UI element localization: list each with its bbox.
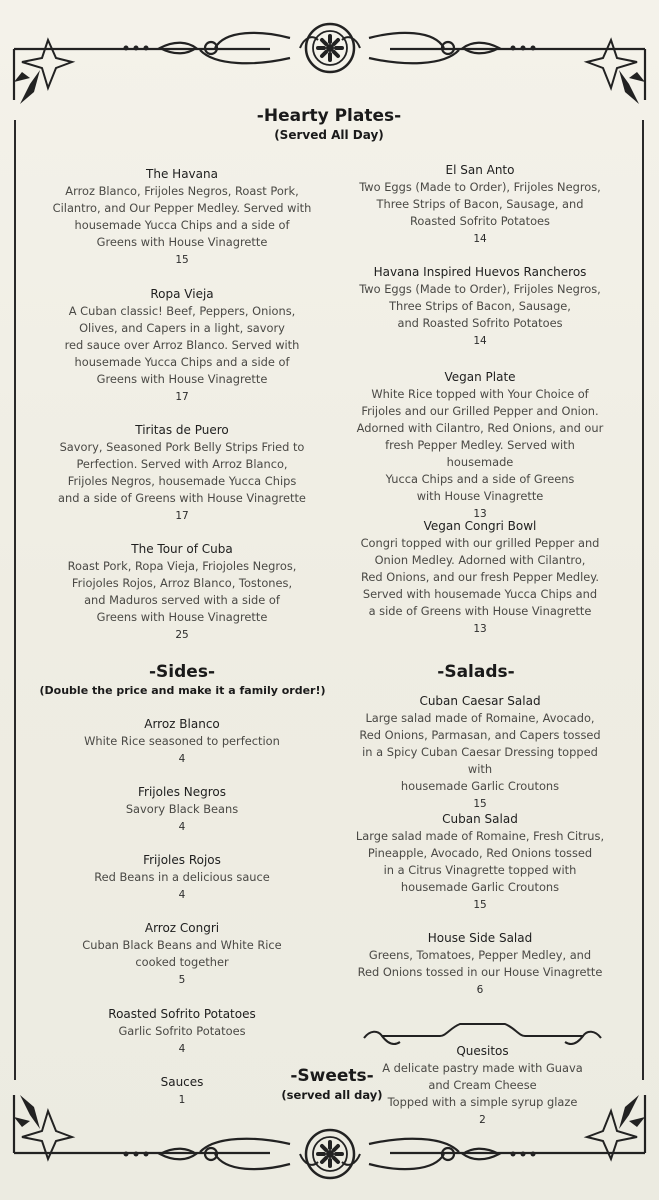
item-name: Cuban Salad bbox=[442, 812, 518, 826]
sweets-subtitle: (served all day) bbox=[281, 1088, 383, 1102]
item-name: The Tour of Cuba bbox=[131, 542, 233, 556]
item-name: Havana Inspired Huevos Rancheros bbox=[373, 265, 587, 279]
item-price: 17 bbox=[175, 510, 189, 522]
menu-item bbox=[52, 920, 312, 989]
item-description: Garlic Sofrito Potatoes bbox=[118, 1024, 246, 1038]
menu-item bbox=[350, 264, 610, 350]
item-price: 4 bbox=[178, 889, 186, 901]
corner-flourish-icon bbox=[587, 1095, 645, 1159]
item-description: Cuban Black Beans and White Rice cooked together bbox=[82, 938, 282, 969]
item-description: White Rice seasoned to perfection bbox=[84, 734, 280, 748]
sides-column bbox=[52, 716, 312, 1116]
item-description: Large salad made of Romaine, Avocado, Red Onions, Parmasan, and Capers tossed in a Spicy Cuban Caesar Dressing topped with housemade Garlic Croutons bbox=[359, 711, 601, 793]
hearty-plates-title: -Hearty Plates- bbox=[256, 106, 402, 126]
item-price: 1 bbox=[178, 1094, 186, 1106]
top-border-ornament bbox=[0, 0, 659, 120]
item-name: Frijoles Rojos bbox=[143, 853, 221, 867]
bottom-border-ornament bbox=[0, 1085, 659, 1200]
item-price: 5 bbox=[178, 974, 186, 986]
menu-item bbox=[52, 852, 312, 904]
item-description: Red Beans in a delicious sauce bbox=[94, 870, 270, 884]
item-description: Congri topped with our grilled Pepper and Onion Medley. Adorned with Cilantro, Red Onions, and our fresh Pepper Medley. Served with housemade Yucca Chips and a side of Greens with House Vinagrette bbox=[360, 536, 600, 618]
item-price: 4 bbox=[178, 753, 186, 765]
menu-item bbox=[350, 693, 610, 813]
item-description: White Rice topped with Your Choice of Frijoles and our Grilled Pepper and Onion. Adorned with Cilantro, Red Onions, and our fresh Pepper Medley. Served with housemade Yucca Chips and a side of Greens with House Vinagrette bbox=[356, 387, 604, 503]
item-price: 13 bbox=[473, 623, 487, 635]
medallion-icon bbox=[300, 1130, 360, 1178]
item-description: Arroz Blanco, Frijoles Negros, Roast Pork, Cilantro, and Our Pepper Medley. Served with housemade Yucca Chips and a side of Greens with House Vinagrette bbox=[52, 184, 312, 249]
item-name: The Havana bbox=[146, 167, 218, 181]
menu-item bbox=[350, 930, 610, 999]
item-description: Roast Pork, Ropa Vieja, Friojoles Negros, Friojoles Rojos, Arroz Blanco, Tostones, and Maduros served with a side of Greens with House Vinagrette bbox=[67, 559, 297, 624]
menu-item bbox=[52, 1006, 312, 1058]
corner-flourish-icon bbox=[14, 1095, 72, 1159]
item-name: Sauces bbox=[160, 1075, 204, 1089]
item-name: Roasted Sofrito Potatoes bbox=[108, 1007, 256, 1021]
item-name: Vegan Plate bbox=[444, 370, 516, 384]
hearty-right-column bbox=[350, 162, 610, 642]
item-name: Arroz Blanco bbox=[144, 717, 220, 731]
item-name: Arroz Congri bbox=[144, 921, 220, 935]
hearty-left-column bbox=[52, 166, 312, 646]
item-price: 14 bbox=[473, 335, 487, 347]
item-description: Greens, Tomatoes, Pepper Medley, and Red Onions tossed in our House Vinagrette bbox=[357, 948, 603, 979]
menu-item bbox=[52, 716, 312, 768]
menu-item bbox=[52, 422, 312, 525]
menu-item bbox=[350, 162, 610, 248]
menu-item bbox=[350, 369, 610, 523]
salads-column bbox=[350, 693, 610, 1013]
item-description: A delicate pastry made with Guava and Cream Cheese Topped with a simple syrup glaze bbox=[382, 1061, 583, 1109]
item-price: 15 bbox=[473, 798, 487, 810]
hearty-plates-subtitle: (Served All Day) bbox=[274, 128, 384, 142]
item-description: Savory, Seasoned Pork Belly Strips Fried to Perfection. Served with Arroz Blanco, Frijoles Negros, housemade Yucca Chips and a side of Greens with House Vinagrette bbox=[58, 440, 306, 505]
sweets-title: -Sweets- bbox=[290, 1066, 374, 1086]
item-price: 14 bbox=[473, 233, 487, 245]
sides-title: -Sides- bbox=[149, 662, 215, 682]
menu-item bbox=[52, 286, 312, 406]
menu-item bbox=[52, 784, 312, 836]
item-description: Savory Black Beans bbox=[125, 802, 239, 816]
item-name: Frijoles Negros bbox=[138, 785, 226, 799]
item-name: Ropa Vieja bbox=[150, 287, 214, 301]
item-price: 17 bbox=[175, 391, 189, 403]
item-description: Two Eggs (Made to Order), Frijoles Negros, Three Strips of Bacon, Sausage, and Roasted Sofrito Potatoes bbox=[359, 282, 601, 330]
right-border-line bbox=[642, 120, 644, 1080]
item-price: 15 bbox=[175, 254, 189, 266]
item-price: 25 bbox=[175, 629, 189, 641]
medallion-icon bbox=[300, 24, 360, 72]
item-price: 4 bbox=[178, 1043, 186, 1055]
sides-subtitle: (Double the price and make it a family order!) bbox=[39, 684, 326, 697]
item-name: Cuban Caesar Salad bbox=[419, 694, 541, 708]
menu-item bbox=[52, 541, 312, 644]
item-price: 4 bbox=[178, 821, 186, 833]
menu-item bbox=[350, 518, 610, 638]
item-price: 15 bbox=[473, 899, 487, 911]
salads-title: -Salads- bbox=[437, 662, 515, 682]
item-name: House Side Salad bbox=[427, 931, 533, 945]
menu-item bbox=[52, 166, 312, 269]
item-price: 2 bbox=[479, 1114, 486, 1126]
item-price: 6 bbox=[476, 984, 484, 996]
item-name: Quesitos bbox=[456, 1044, 509, 1058]
item-name: Vegan Congri Bowl bbox=[423, 519, 537, 533]
item-description: A Cuban classic! Beef, Peppers, Onions, Olives, and Capers in a light, savory red sauce over Arroz Blanco. Served with housemade Yucca Chips and a side of Greens with House Vinagrette bbox=[64, 304, 300, 386]
item-name: El San Anto bbox=[445, 163, 515, 177]
menu-item bbox=[350, 811, 610, 914]
item-name: Tiritas de Puero bbox=[135, 423, 229, 437]
item-description: Two Eggs (Made to Order), Frijoles Negros, Three Strips of Bacon, Sausage, and Roasted Sofrito Potatoes bbox=[359, 180, 601, 228]
item-price: 13 bbox=[473, 508, 487, 520]
left-border-line bbox=[14, 120, 16, 1080]
item-description: Large salad made of Romaine, Fresh Citrus, Pineapple, Avocado, Red Onions tossed in a Citrus Vinagrette topped with housemade Garlic Croutons bbox=[355, 829, 605, 894]
